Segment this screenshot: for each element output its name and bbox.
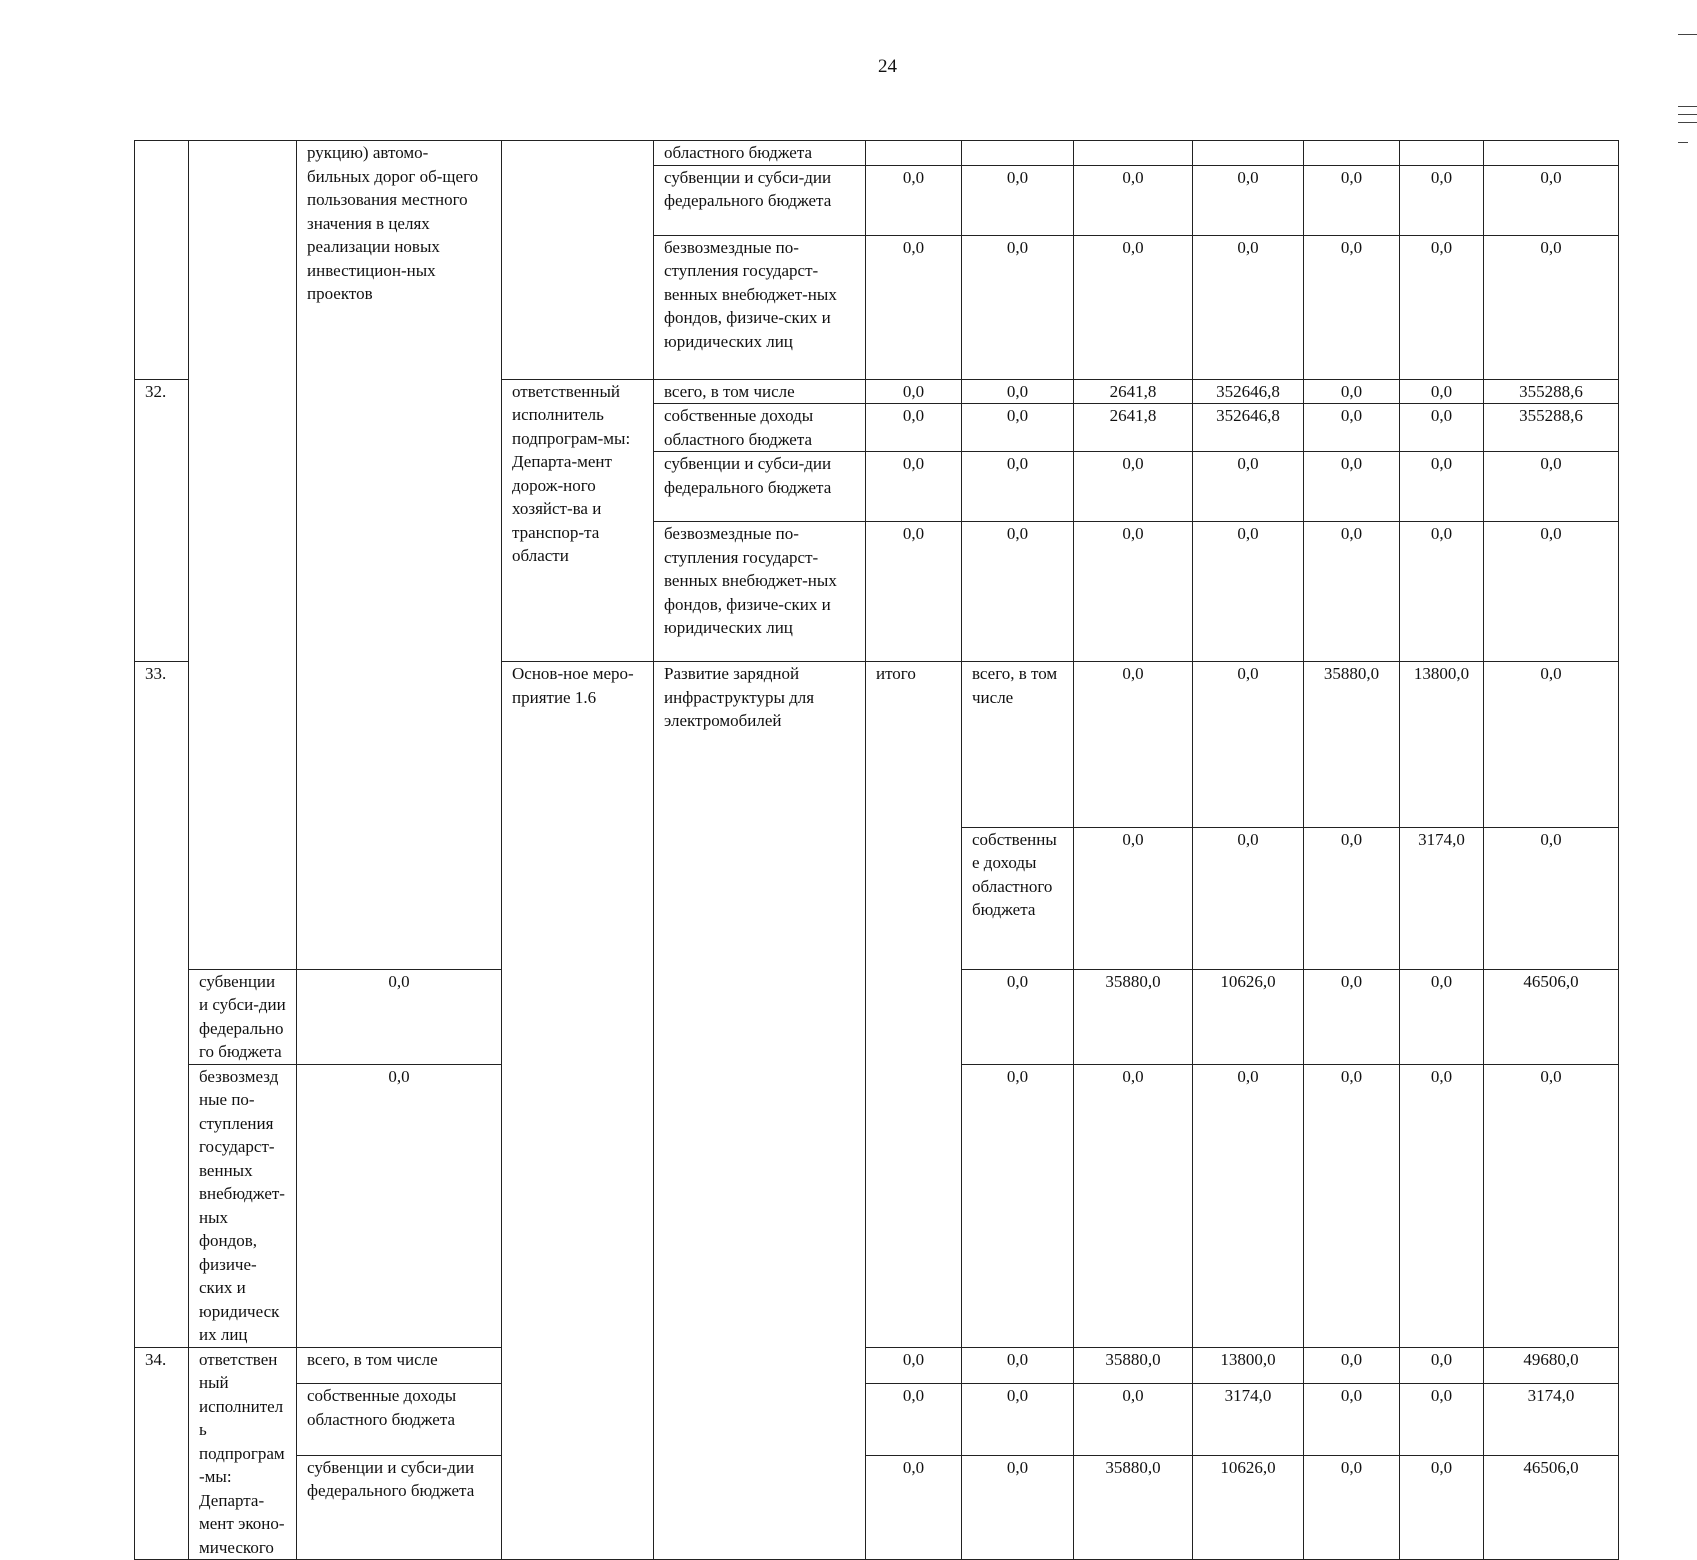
value-cell: 0,0	[1304, 404, 1400, 452]
value-cell: 0,0	[1304, 522, 1400, 662]
page-number: 24	[878, 56, 897, 77]
measure-cell	[502, 662, 654, 1560]
value-cell: 0,0	[1304, 969, 1400, 1064]
value-cell: 3174,0	[1400, 827, 1484, 969]
value-cell: 0,0	[1304, 1455, 1400, 1559]
value-cell: 0,0	[1304, 1384, 1400, 1456]
value-cell: 0,0	[866, 1347, 962, 1384]
value-cell: 0,0	[962, 165, 1074, 235]
table-row	[135, 1455, 1619, 1559]
value-cell: 0,0	[1074, 165, 1193, 235]
funding-source-cell: всего, в том числе	[297, 1347, 502, 1384]
value-cell: 0,0	[1193, 662, 1304, 828]
value-cell: 0,0	[1400, 522, 1484, 662]
value-cell: 49680,0	[1484, 1347, 1619, 1384]
funding-source-cell: всего, в том числе	[654, 379, 866, 404]
row-number-cell: 33.	[135, 662, 189, 1348]
value-cell: 0,0	[1193, 165, 1304, 235]
executor-cell	[502, 379, 654, 662]
value-cell: 10626,0	[1193, 1455, 1304, 1559]
funding-source-cell: субвенции и субси-дии федерального бюджета	[189, 969, 297, 1064]
row-number-cell	[135, 141, 189, 380]
funding-source-cell: всего, в том числе	[962, 662, 1074, 828]
value-cell: 0,0	[1193, 235, 1304, 379]
value-cell: 46506,0	[1484, 1455, 1619, 1559]
value-cell: 10626,0	[1193, 969, 1304, 1064]
funding-source-cell: собственные доходы областного бюджета	[297, 1384, 502, 1456]
executor-cell	[189, 1347, 297, 1560]
value-cell: 0,0	[1074, 662, 1193, 828]
value-cell: 352646,8	[1193, 379, 1304, 404]
executor-text: ответственный исполнитель подпрограм-мы: Департа-мент дорож-ного хозяйст-ва и транспор-та области	[512, 381, 631, 565]
value-cell: 0,0	[1193, 1064, 1304, 1347]
measure-cell	[189, 141, 297, 970]
value-cell: 2641,8	[1074, 404, 1193, 452]
value-cell: 0,0	[1074, 452, 1193, 522]
value-cell: 0,0	[1074, 1064, 1193, 1347]
value-cell: 0,0	[866, 452, 962, 522]
funding-source-cell: субвенции и субси-дии федерального бюджета	[654, 452, 866, 522]
value-cell: 0,0	[1074, 522, 1193, 662]
value-cell: 0,0	[1304, 379, 1400, 404]
value-cell: 0,0	[1484, 165, 1619, 235]
funding-source-cell: субвенции и субси-дии федерального бюджета	[297, 1455, 502, 1559]
value-cell: 0,0	[297, 969, 502, 1064]
measure-name: Развитие зарядной инфраструктуры для электромобилей	[664, 664, 815, 730]
value-cell: 0,0	[1304, 235, 1400, 379]
value-cell: 0,0	[866, 1455, 962, 1559]
value-cell: 0,0	[1400, 1384, 1484, 1456]
funding-source-cell: безвозмездные по-ступления государст-венных внебюджет-ных фондов, физиче-ских и юридических лиц	[654, 235, 866, 379]
value-cell: 0,0	[1484, 1064, 1619, 1347]
value-cell: 0,0	[1400, 379, 1484, 404]
funding-source-cell: собственные доходы областного бюджета	[962, 827, 1074, 969]
value-cell: 0,0	[1193, 452, 1304, 522]
value-cell: 0,0	[962, 235, 1074, 379]
table-row	[135, 1347, 1619, 1384]
funding-source-cell: безвозмездные по-ступления государст-венных внебюджет-ных фондов, физиче-ских и юридических лиц	[654, 522, 866, 662]
budget-table	[134, 140, 1619, 1560]
value-cell: 0,0	[962, 522, 1074, 662]
row-number-cell: 34.	[135, 1347, 189, 1560]
value-cell: 0,0	[1400, 1347, 1484, 1384]
funding-source-cell: субвенции и субси-дии федерального бюджета	[654, 165, 866, 235]
value-cell: 35880,0	[1074, 969, 1193, 1064]
measure-name-cell	[297, 141, 502, 970]
value-cell: 0,0	[866, 165, 962, 235]
executor-cell	[502, 141, 654, 380]
value-cell: 0,0	[962, 1384, 1074, 1456]
value-cell: 0,0	[962, 1347, 1074, 1384]
value-cell: 0,0	[1304, 827, 1400, 969]
value-cell: 0,0	[866, 404, 962, 452]
value-cell: 0,0	[1074, 1384, 1193, 1456]
measure-name-cell	[654, 662, 866, 1560]
value-cell: 0,0	[1484, 662, 1619, 828]
value-cell: 0,0	[866, 235, 962, 379]
value-cell: 355288,6	[1484, 379, 1619, 404]
value-cell: 0,0	[1304, 1347, 1400, 1384]
value-cell: 0,0	[962, 452, 1074, 522]
value-cell: 0,0	[866, 522, 962, 662]
measure-label: Основ-ное меро-приятие 1.6	[512, 664, 634, 707]
value-cell: 0,0	[1304, 452, 1400, 522]
value-cell: 0,0	[866, 379, 962, 404]
executor-cell	[866, 662, 962, 1348]
value-cell: 0,0	[1304, 165, 1400, 235]
value-cell: 0,0	[1400, 235, 1484, 379]
value-cell: 0,0	[1484, 452, 1619, 522]
value-cell: 0,0	[962, 1064, 1074, 1347]
value-cell: 13800,0	[1193, 1347, 1304, 1384]
value-cell: 0,0	[1074, 827, 1193, 969]
table-row	[135, 141, 1619, 166]
value-cell: 0,0	[962, 1455, 1074, 1559]
scan-edge-marks	[1678, 20, 1697, 150]
value-cell: 35880,0	[1074, 1347, 1193, 1384]
value-cell: 0,0	[962, 969, 1074, 1064]
value-cell: 0,0	[1304, 1064, 1400, 1347]
value-cell: 0,0	[1193, 522, 1304, 662]
value-cell: 0,0	[1400, 969, 1484, 1064]
executor-text: ответственный исполнитель подпрограм-мы: Департа-мент эконо-мического	[199, 1349, 285, 1557]
value-cell: 0,0	[1484, 827, 1619, 969]
table-row	[135, 1384, 1619, 1456]
value-cell: 0,0	[1074, 235, 1193, 379]
value-cell: 3174,0	[1193, 1384, 1304, 1456]
funding-source-cell: областного бюджета	[654, 141, 866, 166]
value-cell: 0,0	[1400, 452, 1484, 522]
funding-source-cell: безвозмездные по-ступления государст-венных внебюджет-ных фондов, физиче-ских и юридических лиц	[189, 1064, 297, 1347]
value-cell: 0,0	[1400, 165, 1484, 235]
value-cell: 35880,0	[1304, 662, 1400, 828]
row-number-cell: 32.	[135, 379, 189, 662]
value-cell: 46506,0	[1484, 969, 1619, 1064]
value-cell: 0,0	[1484, 522, 1619, 662]
value-cell: 352646,8	[1193, 404, 1304, 452]
value-cell: 0,0	[1400, 1455, 1484, 1559]
value-cell: 3174,0	[1484, 1384, 1619, 1456]
value-cell: 0,0	[962, 379, 1074, 404]
value-cell: 0,0	[1400, 404, 1484, 452]
value-cell: 35880,0	[1074, 1455, 1193, 1559]
value-cell: 13800,0	[1400, 662, 1484, 828]
executor-text: итого	[876, 664, 916, 683]
funding-source-cell: собственные доходы областного бюджета	[654, 404, 866, 452]
value-cell: 0,0	[1193, 827, 1304, 969]
value-cell: 2641,8	[1074, 379, 1193, 404]
value-cell: 0,0	[1400, 1064, 1484, 1347]
value-cell: 355288,6	[1484, 404, 1619, 452]
value-cell: 0,0	[962, 404, 1074, 452]
value-cell: 0,0	[297, 1064, 502, 1347]
value-cell: 0,0	[866, 1384, 962, 1456]
value-cell: 0,0	[1484, 235, 1619, 379]
measure-name: рукцию) автомо-бильных дорог об-щего пользования местного значения в целях реализации новых инвестицион-ных проектов	[307, 143, 479, 303]
